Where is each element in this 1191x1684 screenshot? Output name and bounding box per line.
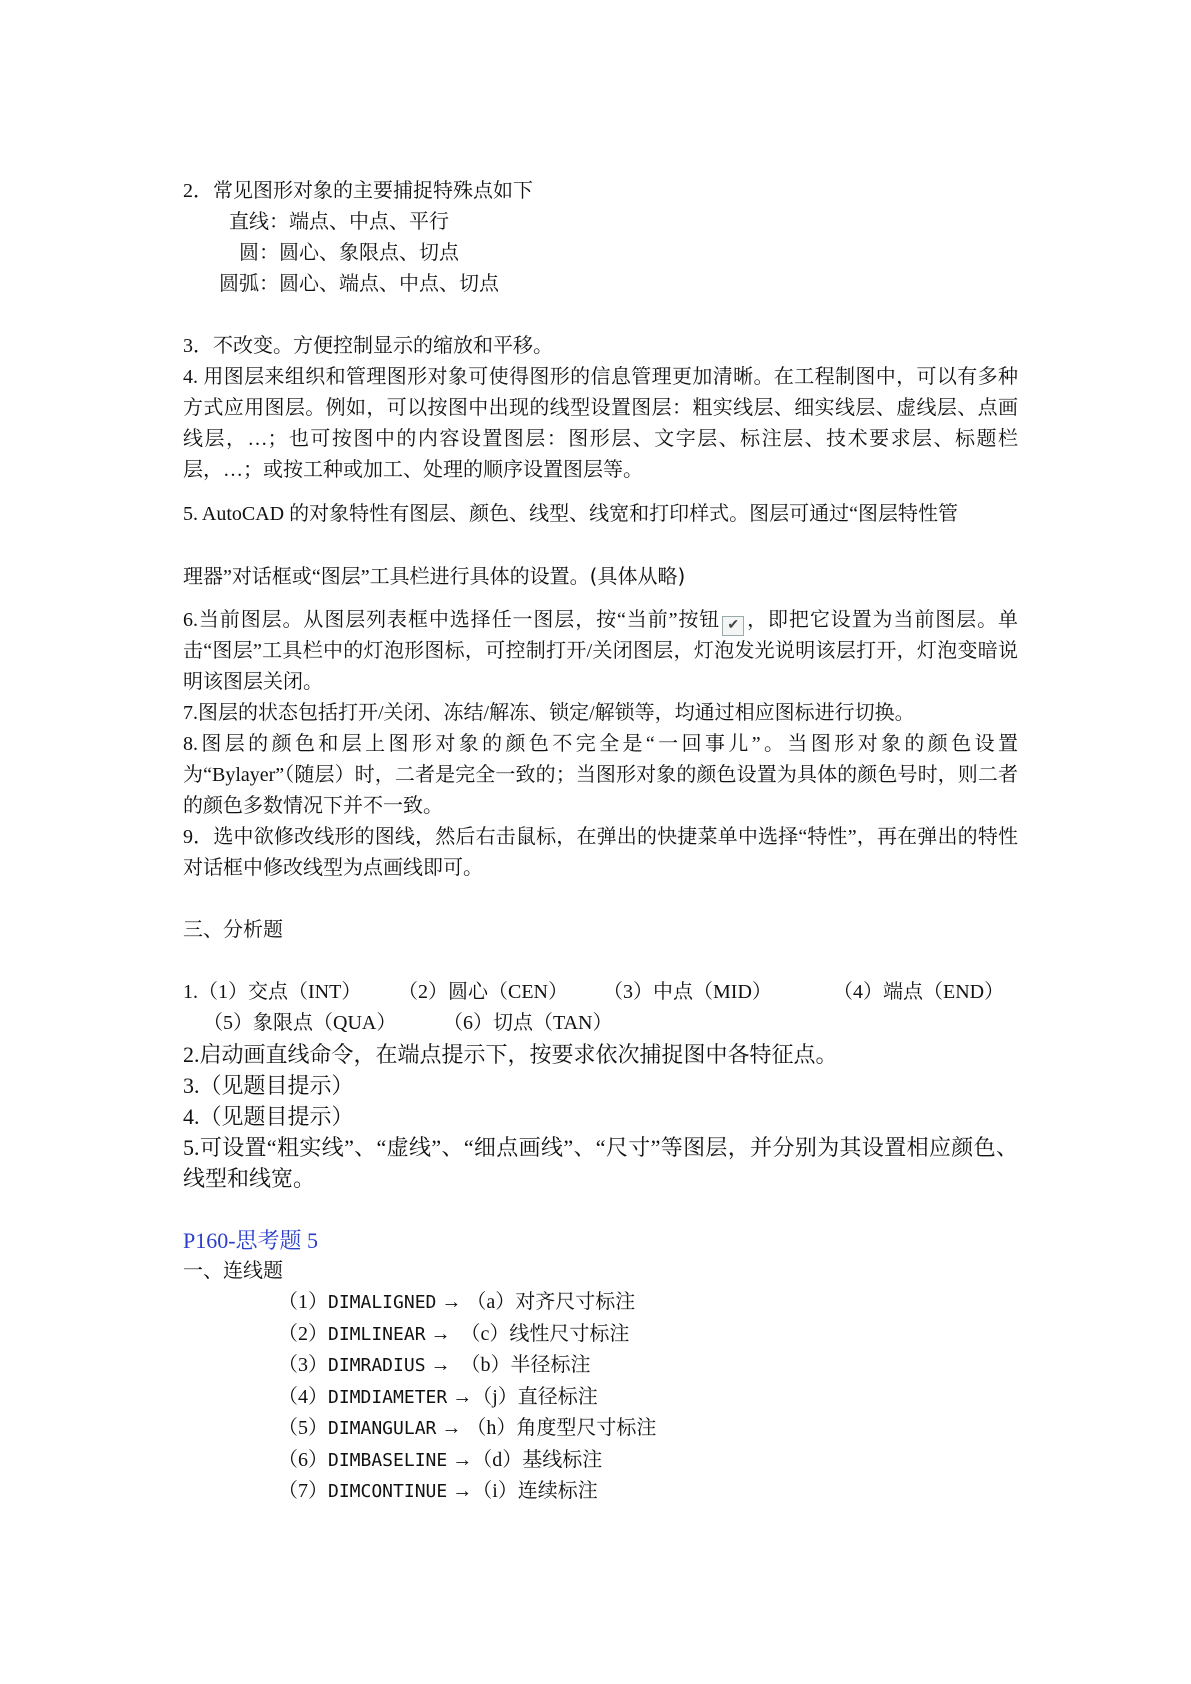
- s3-paragraph: 3．不改变。方便控制显示的缩放和平移。: [183, 335, 553, 357]
- s2-intro: 2．常见图形对象的主要捕捉特殊点如下: [183, 180, 533, 202]
- s5-part-a: 5. AutoCAD 的对象特性有图层、颜色、线型、线宽和打印样式。: [183, 503, 750, 525]
- matching-row: （1）DIMALIGNED → （a）对齐尺寸标注: [278, 1291, 636, 1313]
- s5-part-b: 图层: [749, 501, 790, 525]
- q1-row-1: 1.（1）交点（INT） （2）圆心（CEN） （3）中点（MID） （4）端点（END）: [183, 981, 1005, 1003]
- q5-paragraph: 5.可设置“粗实线”、“虚线”、“细点画线”、“尺寸”等图层，并分别为其设置相应颜色、线型和线宽。: [183, 1135, 1018, 1191]
- matching-row: （5）DIMANGULAR → （h）角度型尺寸标注: [278, 1417, 657, 1439]
- s8-paragraph: 8.图层的颜色和层上图形对象的颜色不完全是“一回事儿”。当图形对象的颜色设置为“Bylayer”（随层）时，二者是完全一致的；当图形对象的颜色设置为具体的颜色号时，则二者的颜色多数情况下并不一致。: [183, 733, 1018, 817]
- s4-paragraph: 4. 用图层来组织和管理图形对象可使得图形的信息管理更加清晰。在工程制图中，可以有多种方式应用图层。例如，可以按图中出现的线型设置图层：粗实线层、细实线层、虚线层、点画线层，…；也可按图中的内容设置图层：图形层、文字层、标注层、技术要求层、标题栏层，…；或按工种或加工、处理的顺序设置图层等。: [183, 366, 1018, 481]
- matching-list: [183, 1287, 1018, 1508]
- p160-title: P160-思考题 5: [183, 1228, 319, 1253]
- matching-row: （4）DIMDIAMETER →（j）直径标注: [278, 1385, 598, 1408]
- s2-line: 直线：端点、中点、平行: [229, 211, 449, 233]
- p160-subheading: 一、连线题: [183, 1260, 283, 1282]
- document-page: [183, 176, 1018, 1508]
- s9-paragraph: 9．选中欲修改线形的图线，然后右击鼠标，在弹出的快捷菜单中选择“特性”，再在弹出的特性对话框中修改线型为点画线即可。: [183, 826, 1018, 879]
- s5-line-1: [183, 498, 1018, 530]
- q1-row-2: （5）象限点（QUA） （6）切点（TAN）: [203, 1012, 613, 1034]
- s2-circle: 圆：圆心、象限点、切点: [239, 242, 459, 264]
- s6-paragraph: 6.当前图层。从图层列表框中选择任一图层，按“当前”按钮 ✔ ，即把它设置为当前图层。单击“图层”工具栏中的灯泡形图标，可控制打开/关闭图层，灯泡发光说明该层打开，灯泡变暗说明该图层关闭。: [183, 609, 1018, 693]
- matching-row: （6）DIMBASELINE →（d）基线标注: [278, 1448, 603, 1471]
- q2-paragraph: 2.启动画直线命令，在端点提示下，按要求依次捕捉图中各特征点。: [183, 1042, 838, 1067]
- s5-line-2: [183, 561, 1018, 593]
- q3-paragraph: 3.（见题目提示）: [183, 1073, 354, 1098]
- s5-part-e: 设置。(具体从略): [529, 564, 686, 588]
- s2-arc: 圆弧：圆心、端点、中点、切点: [219, 273, 499, 295]
- checkmark-button-icon: ✔: [722, 616, 744, 636]
- matching-row: （2）DIMLINEAR → （c）线性尺寸标注: [278, 1322, 630, 1345]
- matching-row: （3）DIMRADIUS → （b）半径标注: [278, 1354, 591, 1376]
- analysis-heading: 三、分析题: [183, 919, 283, 941]
- s5-part-c: 可通过“图层特性管: [789, 503, 959, 525]
- s5-part-d: 理器”对话框或“图层”工具栏进行具体的: [183, 566, 530, 588]
- s7-paragraph: 7.图层的状态包括打开/关闭、冻结/解冻、锁定/解锁等，均通过相应图标进行切换。: [183, 702, 915, 724]
- matching-row: （7）DIMCONTINUE →（i）连续标注: [278, 1480, 598, 1502]
- q4-paragraph: 4.（见题目提示）: [183, 1104, 354, 1129]
